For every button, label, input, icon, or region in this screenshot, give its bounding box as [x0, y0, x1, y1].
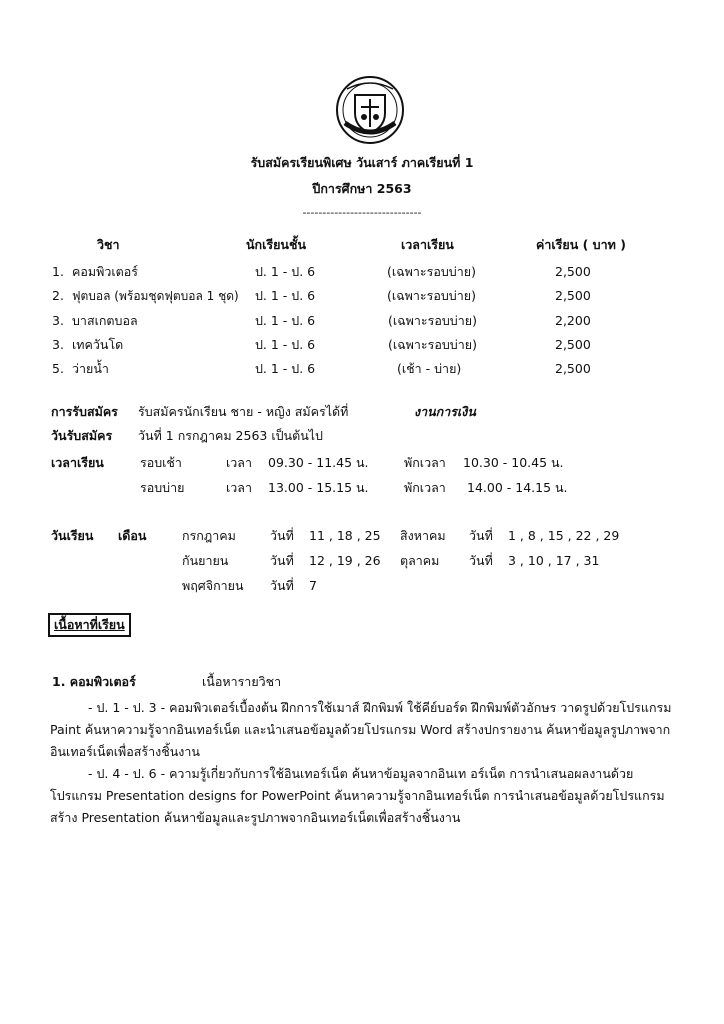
break-label: พักเวลา: [404, 455, 446, 470]
page-title: รับสมัครเรียนพิเศษ วันเสาร์ ภาคเรียนที่ 1: [250, 155, 474, 170]
row-number: 1.: [52, 264, 64, 279]
subject-title: 1. คอมพิวเตอร์: [52, 674, 136, 689]
time-range: 09.30 - 11.45 น.: [268, 455, 369, 470]
content-heading-text: เนื้อหาที่เรียน: [54, 617, 125, 632]
row-fee: 2,500: [555, 288, 591, 303]
round-name: รอบเช้า: [140, 455, 182, 470]
day-label: วันที่: [469, 553, 493, 568]
application-place: งานการเงิน: [414, 404, 476, 419]
subject-note: เนื้อหารายวิชา: [202, 674, 282, 689]
day-list: 3 , 10 , 17 , 31: [508, 553, 600, 568]
row-subject: บาสเกตบอล: [72, 313, 138, 328]
study-time-label: เวลาเรียน: [51, 455, 104, 470]
month-name: กันยายน: [182, 553, 229, 568]
row-time: (เฉพาะรอบบ่าย): [387, 288, 476, 303]
row-time: (เช้า - บ่าย): [397, 361, 462, 376]
academic-year: ปีการศึกษา 2563: [312, 181, 412, 196]
day-list: 11 , 18 , 25: [309, 528, 381, 543]
row-time: (เฉพาะรอบบ่าย): [388, 337, 477, 352]
day-label: วันที่: [469, 528, 493, 543]
month-name: พฤศจิกายน: [182, 578, 244, 593]
row-grade: ป. 1 - ป. 6: [255, 337, 316, 352]
row-grade: ป. 1 - ป. 6: [255, 264, 316, 279]
round-name: รอบบ่าย: [140, 480, 185, 495]
row-number: 2.: [52, 288, 64, 303]
day-list: 1 , 8 , 15 , 22 , 29: [508, 528, 620, 543]
time-range: 13.00 - 15.15 น.: [268, 480, 369, 495]
col-header-time: เวลาเรียน: [401, 237, 454, 252]
application-date-label: วันรับสมัคร: [51, 428, 113, 443]
row-fee: 2,500: [555, 361, 591, 376]
row-grade: ป. 1 - ป. 6: [255, 313, 316, 328]
break-label: พักเวลา: [404, 480, 446, 495]
col-header-grade: นักเรียนชั้น: [246, 237, 306, 252]
day-label: วันที่: [270, 578, 294, 593]
time-label: เวลา: [226, 480, 252, 495]
time-label: เวลา: [226, 455, 252, 470]
content-paragraph: - ป. 4 - ป. 6 - ความรู้เกี่ยวกับการใช้อินเทอร์เน็ต ค้นหาข้อมูลจากอินเท อร์เน็ต การนำเสนอผลงานด้วยโปรแกรม Presentation designs for PowerPoint ค้นหาความรู้จากอินเทอร์เน็ต การนำเสนอข้อมูลด้วยโปรแกรม สร้าง Presentation ค้นหาข้อมูลและรูปภาพจากอินเทอร์เน็ตเพื่อสร้างชิ้นงาน: [50, 766, 665, 825]
title-divider: ------------------------------: [302, 206, 422, 219]
row-fee: 2,500: [555, 337, 591, 352]
content-paragraph: - ป. 1 - ป. 3 - คอมพิวเตอร์เบื้องต้น ฝึกการใช้เมาส์ ฝึกพิมพ์ ใช้คีย์บอร์ด ฝึกพิมพ์ตัวอักษร วาดรูปด้วยโปรแกรม Paint ค้นหาความรู้จากอินเทอร์เน็ต และนำเสนอข้อมูลด้วยโปรแกรม Word สร้างปกรายงาน ค้นหาข้อมูลรูปภาพจากอินเทอร์เน็ตเพื่อสร้างชิ้นงาน: [50, 700, 672, 759]
col-header-subject: วิชา: [97, 237, 120, 252]
row-subject: ฟุตบอล (พร้อมชุดฟุตบอล 1 ชุด): [72, 289, 239, 303]
row-grade: ป. 1 - ป. 6: [255, 288, 316, 303]
row-number: 3.: [52, 313, 64, 328]
day-label: วันที่: [270, 528, 294, 543]
application-label: การรับสมัคร: [51, 404, 118, 419]
application-date: วันที่ 1 กรกฎาคม 2563 เป็นต้นไป: [138, 428, 323, 443]
row-time: (เฉพาะรอบบ่าย): [387, 264, 476, 279]
day-list: 7: [309, 578, 317, 593]
school-logo: [335, 75, 405, 145]
day-label: วันที่: [270, 553, 294, 568]
row-subject: เทควันโด: [72, 337, 124, 352]
content-heading: [48, 613, 131, 637]
break-range: 10.30 - 10.45 น.: [463, 455, 564, 470]
row-number: 3.: [52, 337, 64, 352]
row-fee: 2,500: [555, 264, 591, 279]
col-header-fee: ค่าเรียน ( บาท ): [536, 237, 626, 252]
row-grade: ป. 1 - ป. 6: [255, 361, 316, 376]
month-label: เดือน: [118, 528, 147, 543]
month-name: กรกฎาคม: [182, 528, 236, 543]
row-subject: ว่ายน้ำ: [72, 361, 109, 376]
month-name: ตุลาคม: [400, 553, 440, 568]
study-days-label: วันเรียน: [51, 528, 94, 543]
month-name: สิงหาคม: [400, 528, 446, 543]
application-text: รับสมัครนักเรียน ชาย - หญิง สมัครได้ที่: [138, 404, 349, 419]
row-number: 5.: [52, 361, 64, 376]
day-list: 12 , 19 , 26: [309, 553, 381, 568]
break-range: 14.00 - 14.15 น.: [467, 480, 568, 495]
row-subject: คอมพิวเตอร์: [72, 264, 138, 279]
row-fee: 2,200: [555, 313, 591, 328]
row-time: (เฉพาะรอบบ่าย): [388, 313, 477, 328]
